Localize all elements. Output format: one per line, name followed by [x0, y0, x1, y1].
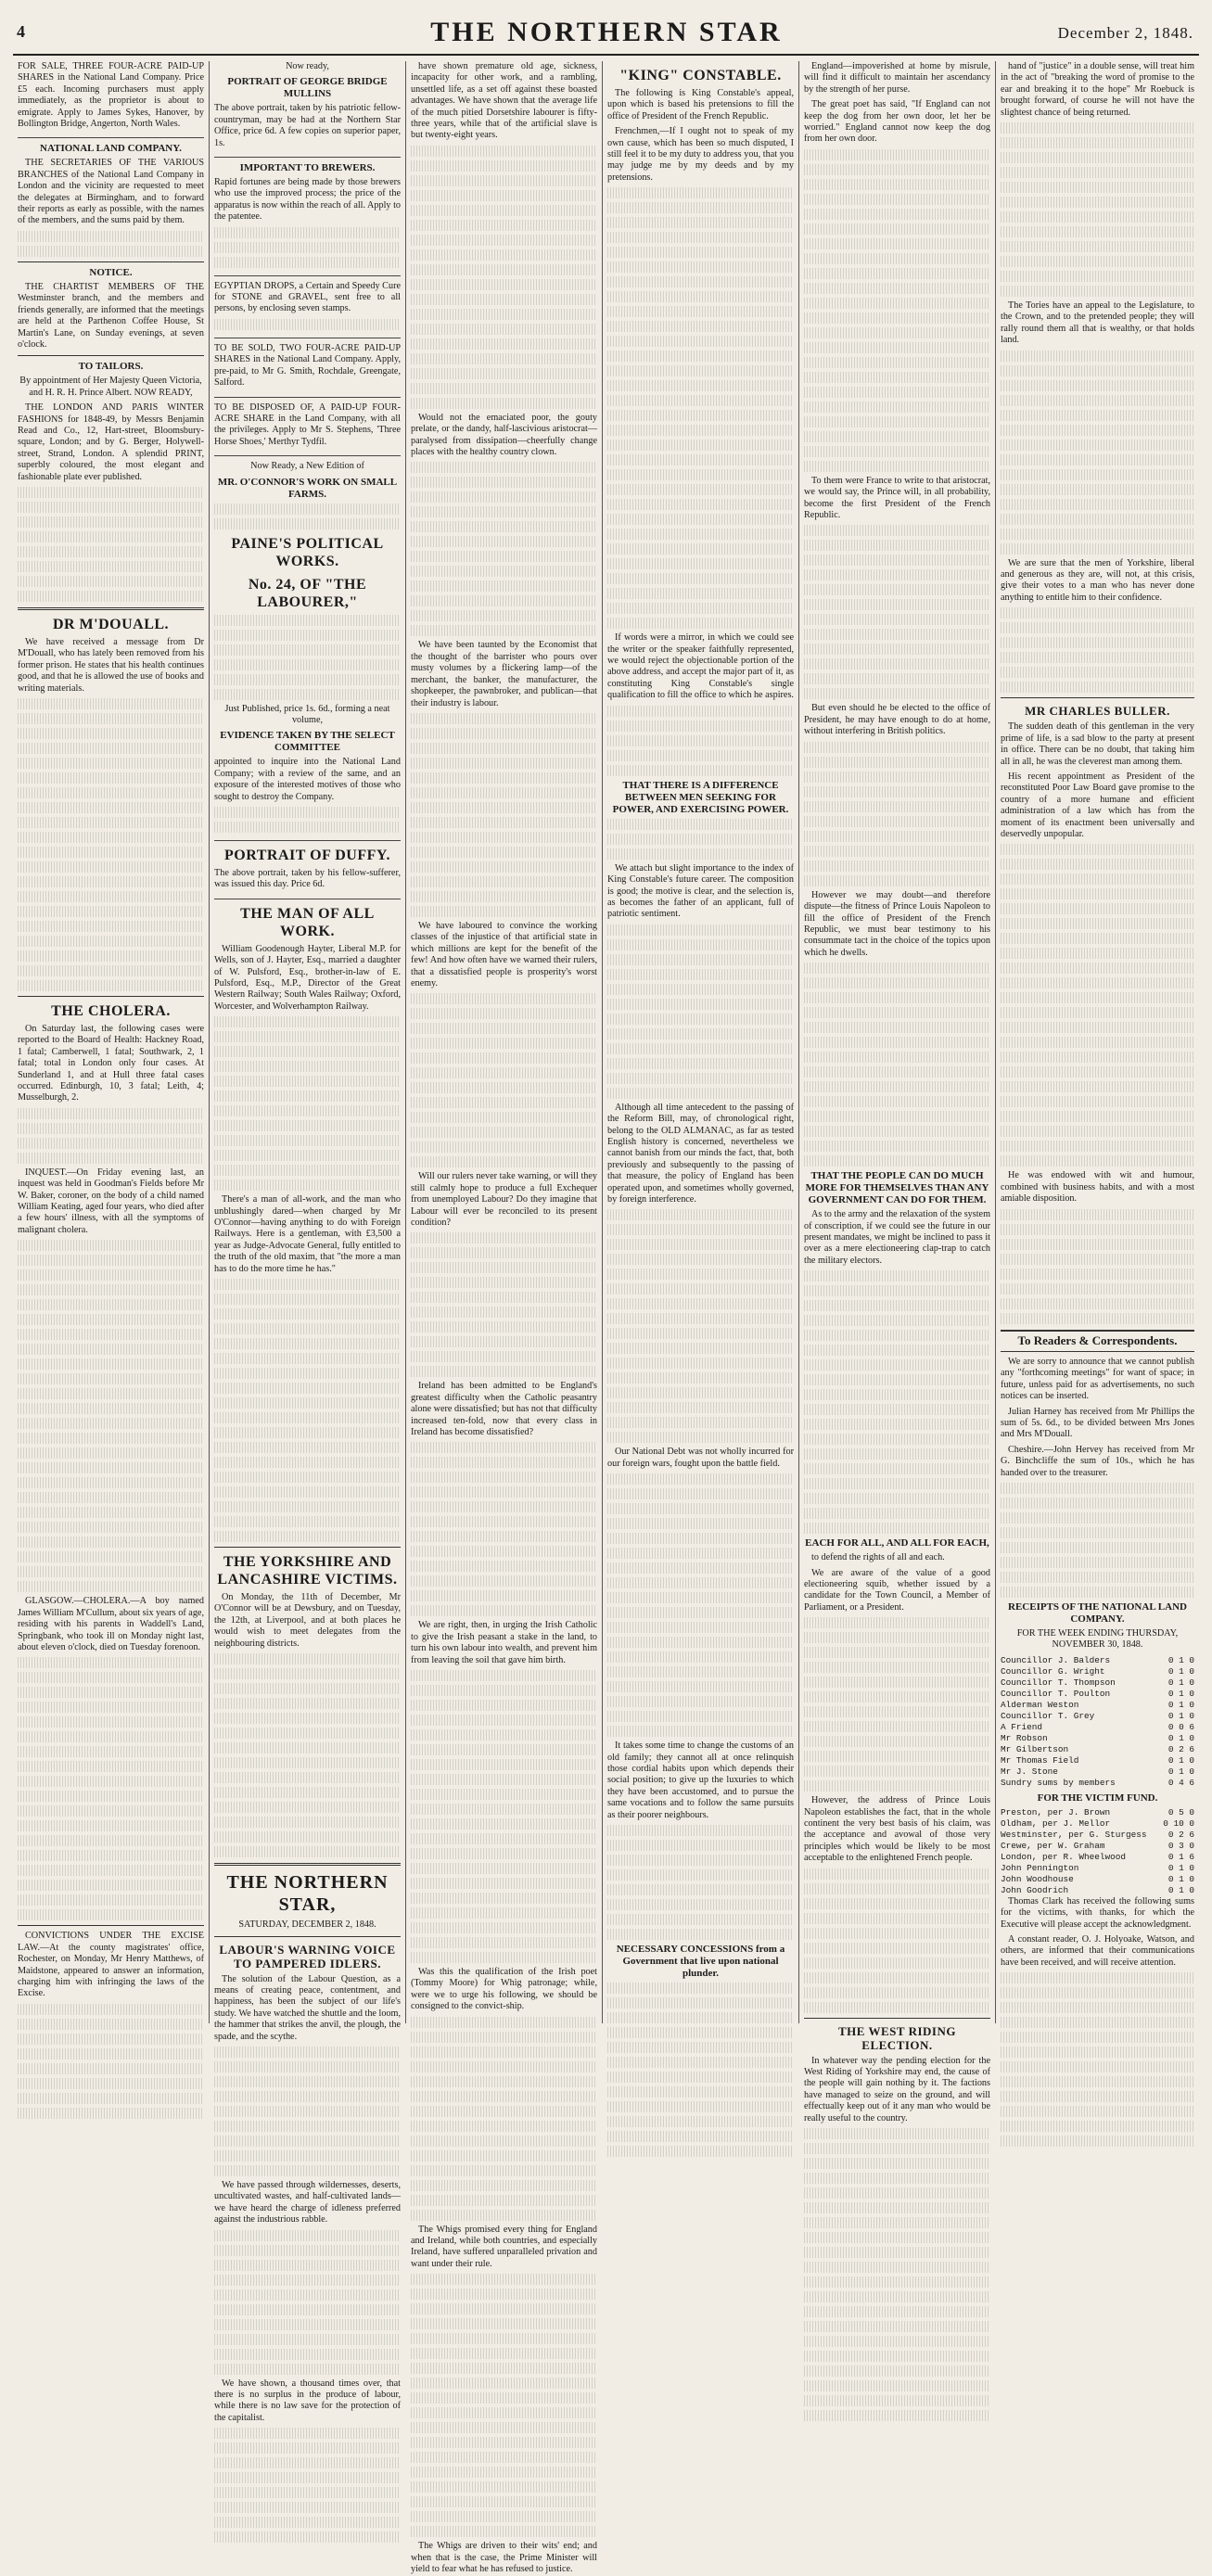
ledger-row [1001, 1722, 1194, 1733]
ad-title-large: No. 24, OF "THE LABOURER," [248, 576, 367, 610]
ad-text: TO BE SOLD, TWO FOUR-ACRE PAID-UP SHARES in the National Land Company. Apply, pre-paid, to Mr G. Smith, Rochdale, Greengate, Salford. [214, 342, 401, 389]
ledger-row [1001, 1863, 1194, 1874]
article-text: GLASGOW.—CHOLERA.—A boy named James William M'Cullum, about six years of age, residing with his parents in Waddell's Land, Springbank, who took ill on Monday night last, about eleven o'clock, died on Tuesday forenoon. [18, 1596, 204, 1652]
ad-text: EGYPTIAN DROPS, a Certain and Speedy Cure for STONE and GRAVEL, sent free to all persons, by enclosing seven stamps. [214, 280, 401, 314]
article-text: THE LONDON AND PARIS WINTER FASHIONS for 1848-49, by Messrs Benjamin Read and Co., 12, Hart-street, Bloomsbury-square, London; and by G. Berger, Holywell-street, Strand, London. A splendid PRINT, superbly coloured, the most elegant and fashionable plate ever published. [18, 402, 204, 482]
article-text: As to the army and the relaxation of the system of conscription, if we could see the future in our present mandates, we might be inclined to pass it over as a mere electioneering clap-trap to catch the military electors. [804, 1209, 990, 1266]
ledger-name: John Goodrich [1001, 1884, 1069, 1895]
article-text: We have received a message from Dr M'Douall, who has lately been removed from his former prison. He states that his health continues good, and that he is allowed the use of books and writing materials. [18, 636, 204, 694]
ad-duffy-portrait [214, 847, 401, 899]
ledger-amount: 0 1 0 [1167, 1873, 1194, 1884]
article-text: However we may doubt—and therefore dispute—the fitness of Prince Louis Napoleon to fill the office of President of the French Republic, we must bear testimony to his consummate tact in the choice of the topics upon which he dwells. [804, 889, 990, 958]
article-text: hand of "justice" in a double sense, will treat him in the act of "breaking the word of promise to the ear and breaking it to the hope" Mr Roebuck is brought forward, of course he will not have the slightest chance of being returned. [1001, 61, 1194, 118]
article-text: It takes some time to change the customs of an old family; they cannot all at once relinquish those cordial habits upon which depends their social position; to give up the luxuries to which they have been accustomed, and to pursue the same vocations and to follow the same pursuits as their poorer neighbours. [607, 1741, 794, 1820]
ledger-amount: 0 1 0 [1167, 1862, 1194, 1873]
article-text: If words were a mirror, in which we could see the writer or the speaker faithfully represented, we would reject the objectionable portion of the above address, and accept the major part of it, as constituting King Constable's single qualification to fill the office to which he aspires. [607, 632, 794, 701]
ledger-amount: 0 1 0 [1167, 1688, 1194, 1699]
ad-text: TO BE DISPOSED OF, A PAID-UP FOUR-ACRE SHARE in the Land Company, with all the privileges. Apply to Mr S. Stephens, 'Three Horse Shoes,' Merthyr Tydfil. [214, 402, 401, 447]
ad-kicker: Just Published, price 1s. 6d., forming a neat volume, [224, 703, 390, 725]
article-text: Will our rulers never take warning, or will they still calmly hope to produce a full Exchequer from unemployed Labour? Do they imagine that Labour will ever be reconciled to its present condition? [411, 1171, 597, 1228]
pull-quote: THAT THE PEOPLE CAN DO MUCH MORE FOR THEMSELVES THAN ANY GOVERNMENT CAN DO FOR THEM. [805, 1170, 989, 1206]
article-text: To them were France to write to that aristocrat, we would say, the Prince will, in all probability, become the first President of the French Republic. [804, 475, 990, 521]
page-number: 4 [17, 22, 25, 41]
article-text: There's a man of all-work, and the man who unblushingly dared—when charged by Mr O'Connor—having anything to do with Foreign Railways. Here is a gentleman, with £3,500 a year as Judge-Advocate General, fully entitled to the truth of the old maxim, that "the more a man has to do the more time he has." [214, 1194, 401, 1274]
ledger-name: Preston, per J. Brown [1001, 1806, 1111, 1817]
article-text: Although all time antecedent to the passing of the Reform Bill, may, of chronological right, belong to the OLD ALMANAC, as far as tested English history is concerned, nevertheless we cannot banish from our minds the fact, that, both previously and subsequently to the passing of that measure, the policy of England has been operated upon, and sometimes wholly governed, by foreign interference. [607, 1102, 794, 1205]
correspondents-heading: To Readers & Correspondents. [1001, 1330, 1194, 1346]
ad-title-large: PORTRAIT OF DUFFY. [224, 847, 390, 863]
ledger-amount: 0 1 0 [1167, 1665, 1194, 1677]
sub-heading: By appointment of Her Majesty Queen Victoria, and H. R. H. Prince Albert. NOW READY, [19, 376, 202, 398]
article-text: The Tories have an appeal to the Legislature, to the Crown, and to the pretended people; they will rally round them all that is wealthy, or that holds land. [1001, 300, 1194, 346]
article-text: England—impoverished at home by misrule, will find it difficult to maintain her ascendancy by the strength of her purse. [804, 61, 990, 95]
ledger-name: Councillor G. Wright [1001, 1665, 1105, 1677]
column-6 [996, 61, 1199, 2023]
ledger-subheading: FOR THE WEEK ENDING THURSDAY, NOVEMBER 30, 1848. [1016, 1628, 1179, 1651]
ledger-row [1001, 1818, 1194, 1830]
ad-title: IMPORTANT TO BREWERS. [239, 162, 376, 174]
ledger-name: A Friend [1001, 1721, 1043, 1732]
notice-text: Julian Harney has received from Mr Phillips the sum of 5s. 6d., to be divided between Mrs Jones and Mrs M'Douall. [1001, 1406, 1194, 1440]
ledger-row [1001, 1874, 1194, 1885]
article-heading: THE MAN OF ALL WORK. [240, 905, 375, 939]
ledger-amount: 0 4 6 [1167, 1777, 1194, 1788]
ledger-name: Councillor T. Grey [1001, 1710, 1095, 1721]
section-heading: TO TAILORS. [78, 361, 144, 373]
ledger-row [1001, 1885, 1194, 1896]
ad-shares-sale [214, 343, 401, 398]
article-text: The sudden death of this gentleman in the very prime of life, is a sad blow to the party at present in office. There can be no doubt, that taking him all in all, he was the cleverest man among them. [1001, 721, 1194, 767]
ledger-row [1001, 1700, 1194, 1711]
ledger-row [1001, 1778, 1194, 1789]
pull-quote: NECESSARY CONCESSIONS from a Government that live upon national plunder. [616, 1944, 785, 1980]
article-text: The Whigs promised every thing for England and Ireland, while both countries, and especially Ireland, have suffered unparalleled privation and want under their rule. [411, 2224, 597, 2269]
ad-title-large: PAINE'S POLITICAL WORKS. [231, 535, 384, 569]
ledger-row [1001, 1841, 1194, 1852]
column-5 [799, 61, 996, 2123]
ad-egyptian-drops [214, 281, 401, 338]
ad-small-farms [214, 461, 401, 841]
ledger-row [1001, 1807, 1194, 1818]
ad-text: The above portrait, taken by his patriotic fellow-countryman, may be had at the Northern Star Office, price 6d. A few copies on superior paper, 1s. [214, 103, 401, 148]
pull-quote: EACH FOR ALL, AND ALL FOR EACH, [805, 1537, 989, 1549]
ad-text: appointed to inquire into the National Land Company; with a review of the same, and an exposure of the interested motives of those who sought to destroy the Company. [214, 757, 401, 802]
article-text: Our National Debt was not wholly incurred for our foreign wars, fought upon the battle field. [607, 1447, 794, 1469]
article-text: We are right, then, in urging the Irish Catholic to give the Irish peasant a stake in the land, to turn his own labour into wealth, and prevent him from leaving the soil that gave him birth. [411, 1620, 597, 1665]
quoted-address: Frenchmen,—If I ought not to speak of my own cause, which has been so much disputed, I still feel it to be my duty to address you, that you may judge me by my deeds and by my pretensions. [607, 126, 794, 183]
ledger-amount: 0 1 0 [1167, 1732, 1194, 1743]
ad-land-shares [18, 61, 204, 138]
article-text: We are aware of the value of a good electioneering squib, whether issued by a candidate for the Town Council, a Member of Parliament, or a President. [804, 1567, 990, 1613]
article-text: We have laboured to convince the working classes of the injustice of that artificial state in which millions are kept for the benefit of the few! And how often have we warned their rulers, that a dissatisfied people is prosperity's worst enemy. [411, 920, 597, 988]
article-text: We attach but slight importance to the index of King Constable's future career. The composition is good; the motive is clear, and the selection is, as becomes the father of an applicant, full of patriotic sentiment. [607, 862, 794, 920]
ledger-name: Mr Robson [1001, 1732, 1048, 1743]
notice-text: We are sorry to announce that we cannot publish any "forthcoming meetings" for want of space; in future, unless paid for as advertisements, no such notices can be inserted. [1001, 1356, 1194, 1402]
ledger-row [1001, 1711, 1194, 1722]
ad-title: PORTRAIT OF GEORGE BRIDGE MULLINS [227, 76, 388, 100]
column-2 [210, 61, 406, 2423]
ledger-name: Crewe, per W. Graham [1001, 1840, 1105, 1851]
article-text: THE SECRETARIES OF THE VARIOUS BRANCHES of the National Land Company in London and the vicinity are requested to meet the delegates at Birmingham, and to forward their reports as early as possible, with the names of the members, and the sums paid by them. [18, 158, 204, 226]
columns [13, 61, 1199, 2575]
article-heading: THE WEST RIDING ELECTION. [838, 2023, 956, 2052]
newspaper-page [13, 9, 1199, 2575]
ledger-amount: 0 1 0 [1167, 1699, 1194, 1710]
ledger-amount: 0 1 6 [1167, 1851, 1194, 1862]
ad-text: Rapid fortunes are being made by those brewers who use the improved process; the price of the apparatus is now within the reach of all. Apply to the patentee. [214, 177, 401, 223]
article-text: have shown premature old age, sickness, incapacity for other work, and a rambling, unsettled life, as a set off against these boasted advantages. We have shown that the average life of the much pitied Dorsetshire labourer is fifty-three years, while that of the artificial slave is but twenty-eight years. [411, 61, 597, 141]
ledger-amount: 0 0 6 [1167, 1721, 1194, 1732]
section-heading: NOTICE. [89, 266, 133, 278]
article-text: THE CHARTIST MEMBERS OF THE Westminster branch, and the members and friends generally, are informed that the meetings are held at the Parthenon Coffee House, St Martin's Lane, on Sunday evenings, at seven o'clock. [18, 281, 204, 350]
ledger-amount: 0 1 0 [1167, 1677, 1194, 1688]
article-text: to defend the rights of all and each. [811, 1552, 945, 1563]
ad-kicker: Now ready, [286, 61, 329, 71]
article-text: We have been taunted by the Economist that the thought of the barrister who pours over musty volumes by a flickering lamp—of the merchant, the banker, the manufacturer, the shopkeeper, the pawnbroker, and publican—that their industry is labour. [411, 640, 597, 708]
ledger-name: Mr Gilbertson [1001, 1743, 1069, 1754]
article-text: In whatever way the pending election for the West Riding of Yorkshire may end, the cause of the people will gain nothing by it. The factions have managed to seize on the ground, and will effectually keep out of it any man who would be really useful to the country. [804, 2055, 990, 2123]
victim-fund-ledger [1001, 1807, 1194, 1896]
article-heading: THE YORKSHIRE AND LANCASHIRE VICTIMS. [217, 1554, 398, 1588]
leader-date: SATURDAY, DECEMBER 2, 1848. [238, 1919, 376, 1931]
notice-text: Thomas Clark has received the following sums for the victims, with thanks, for which the Executive will please accept the acknowledgment. [1001, 1895, 1194, 1930]
ledger-amount: 0 5 0 [1167, 1806, 1194, 1817]
ledger-name: Oldham, per J. Mellor [1001, 1817, 1111, 1829]
article-text: We are sure that the men of Yorkshire, liberal and generous as they are, will not, at this crisis, give their votes to a man who has never done anything to entitle him to their confidence. [1001, 557, 1194, 603]
ledger-heading: RECEIPTS OF THE NATIONAL LAND COMPANY. [1008, 1601, 1187, 1626]
article-text: The following is King Constable's appeal, upon which is based his pretensions to fill the office of President of the French Republic. [607, 88, 794, 121]
ledger-name: John Pennington [1001, 1862, 1079, 1873]
article-heading: MR CHARLES BULLER. [1025, 704, 1170, 719]
ledger-name: John Woodhouse [1001, 1873, 1074, 1884]
article-text: Was this the qualification of the Irish poet (Tommy Moore) for Whig patronage; while, were we to urge his following, we should be consigned to the convict-ship. [411, 1967, 597, 2012]
ledger-amount: 0 2 6 [1167, 1829, 1194, 1840]
ledger-row [1001, 1689, 1194, 1700]
ad-text: The above portrait, taken by his fellow-sufferer, was issued this day. Price 6d. [214, 867, 401, 890]
article-text: INQUEST.—On Friday evening last, an inquest was held in Goodman's Fields before Mr W. Baker, coroner, on the body of a child named William Keating, aged four years, who died after a few hours' illness, with all the symptoms of malignant cholera. [18, 1167, 204, 1235]
masthead [13, 9, 1199, 56]
ledger-amount: 0 1 0 [1167, 1710, 1194, 1721]
ledger-name: Councillor T. Thompson [1001, 1677, 1116, 1688]
ledger-name: Councillor T. Poulton [1001, 1688, 1111, 1699]
leader-heading: LABOUR'S WARNING VOICE TO PAMPERED IDLERS. [219, 1942, 396, 1970]
ledger-amount: 0 10 0 [1163, 1817, 1194, 1829]
ad-shares-disposal [214, 402, 401, 457]
section-heading: NATIONAL LAND COMPANY. [40, 143, 182, 155]
ledger-amount: 0 1 0 [1167, 1766, 1194, 1777]
ledger-row [1001, 1830, 1194, 1841]
ledger-row [1001, 1852, 1194, 1863]
ledger-name: Sundry sums by members [1001, 1777, 1116, 1788]
issue-date: December 2, 1848. [1057, 24, 1193, 42]
notice-text: Cheshire.—John Hervey has received from Mr G. Binchcliffe the sum of 10s., which he has handed over to the treasurer. [1001, 1444, 1194, 1478]
ledger-amount: 0 1 0 [1167, 1754, 1194, 1766]
ledger-amount: 0 1 0 [1167, 1654, 1194, 1665]
ledger-amount: 0 2 6 [1167, 1743, 1194, 1754]
ledger-heading: FOR THE VICTIM FUND. [1037, 1792, 1158, 1804]
article-text: On Saturday last, the following cases were reported to the Board of Health: Hackney Road, 1 fatal; Camberwell, 1 fatal; Southwark, 2, 1 fatal; total in London only four cases. At Sunderland 1, and at Hull three fatal cases occurred. Edinburgh, 10, 3 fatal; Leith, 4; Musselburgh, 2. [18, 1024, 204, 1103]
pull-quote: THAT THERE IS A DIFFERENCE BETWEEN MEN SEEKING FOR POWER, AND EXERCISING POWER. [612, 779, 789, 815]
column-4 [603, 61, 799, 2023]
ad-title: MR. O'CONNOR'S WORK ON SMALL FARMS. [217, 476, 398, 500]
article-text: Would not the emaciated poor, the gouty prelate, or the dandy, half-lascivious aristocrat—paralysed from dissipation—cheerfully change places with the healthy country clown. [411, 412, 597, 458]
article-text: We have passed through wildernesses, deserts, uncultivated wastes, and half-cultivated lands—we have heard the charge of idleness preferred against the industrious rabble. [214, 2179, 401, 2225]
article-text: His recent appointment as President of the reconstituted Poor Law Board gave promise to the country of a more humane and efficient administration of a law which has from the moment of its enactment been universally and deservedly unpopular. [1001, 771, 1194, 839]
ad-kicker: Now Ready, a New Edition of [250, 461, 364, 472]
article-text: He was endowed with wit and humour, combined with business habits, and with a most amiable disposition. [1001, 1170, 1194, 1205]
ledger-name: Councillor J. Balders [1001, 1654, 1111, 1665]
article-text: On Monday, the 11th of December, Mr O'Connor will be at Dewsbury, and on Tuesday, the 12th, at Liverpool, and at both places he would wish to meet delegates from the neighbouring districts. [214, 1592, 401, 1649]
ledger-row [1001, 1666, 1194, 1677]
column-3 [406, 61, 603, 2575]
ad-brewers [214, 162, 401, 276]
ledger-name: Mr Thomas Field [1001, 1754, 1079, 1766]
article-text: William Goodenough Hayter, Liberal M.P. for Wells, son of J. Hayter, Esq., married a daughter of W. Pulsford, Esq., brother-in-law of E. Pulsford, Esq., M.P., Director of the Great Western Railway; South Wales Railway; Oxford, Worcester, and Wolverhampton Railway. [214, 943, 401, 1012]
ad-text: FOR SALE, THREE FOUR-ACRE PAID-UP SHARES in the National Land Company. Price £5 each. Incoming purchasers must apply immediately, as the proprietor is about to emigrate. Apply to James Sykes, Hanover, by Bollington Bridge, Angerton, North Wales. [18, 61, 204, 130]
ledger-row [1001, 1677, 1194, 1689]
ledger-name: London, per R. Wheelwood [1001, 1851, 1127, 1862]
receipts-ledger [1001, 1655, 1194, 1789]
ledger-row [1001, 1744, 1194, 1755]
article-text: Ireland has been admitted to be England's greatest difficulty when the Catholic peasantry alone were dissatisfied; but has not that difficulty increased ten-fold, now that every class in Ireland has become dissatisfied? [411, 1381, 597, 1437]
ledger-amount: 0 3 0 [1167, 1840, 1194, 1851]
article-text: But even should he be elected to the office of President, he may have enough to do at home, without interfering in British politics. [804, 703, 990, 737]
column-1 [13, 61, 210, 2023]
ad-portrait [214, 61, 401, 158]
paper-title: THE NORTHERN STAR [430, 17, 783, 47]
article-text: However, the address of Prince Louis Napoleon establishes the fact, that in the whole continent the very best basis of his claim, was the acceptance and avowal of those very principles which would be likely to be most acceptable to the enlightened French people. [804, 1795, 990, 1864]
ledger-name: Alderman Weston [1001, 1699, 1079, 1710]
article-heading: DR M'DOUALL. [52, 616, 170, 632]
ad-title: EVIDENCE TAKEN BY THE SELECT COMMITTEE [220, 730, 395, 754]
article-text: The Whigs are driven to their wits' end; and when that is the case, the Prime Minister will yield to fear what he has refused to justice. [411, 2541, 597, 2575]
ledger-row [1001, 1766, 1194, 1778]
article-text: We have shown, a thousand times over, that there is no surplus in the produce of labour, while there is no law save for the protection of the capitalist. [214, 2378, 401, 2423]
ledger-row [1001, 1755, 1194, 1766]
article-text: The great poet has said, "If England can not keep the dog from her own door, let her be worried." England cannot now keep the dog from her own door. [804, 99, 990, 145]
ledger-row [1001, 1655, 1194, 1666]
ledger-amount: 0 1 0 [1167, 1884, 1194, 1895]
article-heading: "KING" CONSTABLE. [619, 68, 782, 83]
article-text: CONVICTIONS UNDER THE EXCISE LAW.—At the county magistrates' office, Rochester, on Monday, Mr Henry Matthews, of Maidstone, appeared to answer an information, charging him with infringing the laws of the Excise. [18, 1931, 204, 1999]
article-heading: THE CHOLERA. [51, 1003, 171, 1019]
ledger-row [1001, 1733, 1194, 1744]
ledger-name: Mr J. Stone [1001, 1766, 1058, 1777]
notice-text: A constant reader, O. J. Holyoake, Watson, and others, are informed that their communications have been received, and will receive attention. [1001, 1934, 1194, 1968]
ledger-name: Westminster, per G. Sturgess [1001, 1829, 1147, 1840]
leader-title: THE NORTHERN STAR, [226, 1872, 389, 1916]
article-text: The solution of the Labour Question, as a means of creating peace, contentment, and happiness, has been the subject of our life's study. We have watched the shuttle and the loom, the hammer that strikes the anvil, the plough, the spade, and the scythe. [214, 1973, 401, 2042]
